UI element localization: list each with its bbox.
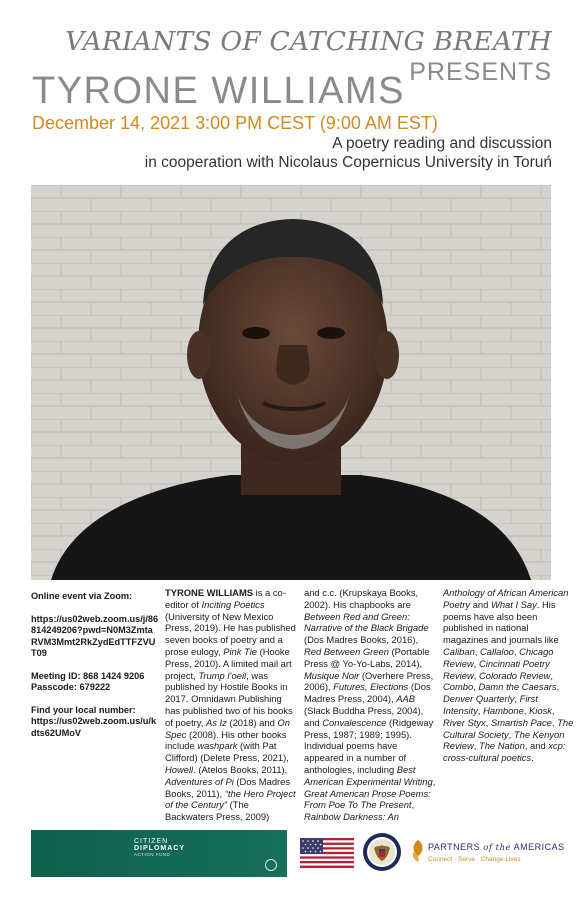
us-flag-icon [300,838,354,868]
citizen-logo-line3: ACTION FUND [134,852,171,857]
presents-label: PRESENTS [409,58,552,86]
bio-column-1: TYRONE WILLIAMS is a co-editor of Inciting Poetics (University of New Mexico Press, 2019). He has published seven books of poetry and a prose eulogy, Pink Tie (Hooke Press, 2010). A limited mail art project, Trump l’oeil, was published by Hostile Books in 2017. Omnidawn Publishing has published two of his books of poetry, As Iz (2018) and On Spec (2008). His other books include washpark (with Pat Clifford) (Delete Press, 2021), Howell. (Atelos Books, 2011), Adventures of Pi (Dos Madres Books, 2011), “the Hero Project of the Century” (The Backwaters Press, 2009) [165,587,296,823]
zoom-passcode: Passcode: 679222 [31,682,111,692]
zoom-info [31,591,159,739]
event-subtitle-line1: A poetry reading and discussion [332,135,552,152]
partners-of-the-americas-logo [410,836,565,868]
partners-leaf-icon [410,840,426,862]
state-department-seal-icon [362,832,402,872]
partners-tagline: Connect · Serve · Change Lives [428,856,521,863]
bio-column-2: and c.c. (Krupskaya Books, 2002). His chapbooks are Between Red and Green: Narrative of the Black Brigade (Dos Madres Books, 2016), Red Between Green (Portable Press @ Yo-Yo-Labs, 2014), Musique Noir (Overhere Press, 2006), Futures, Elections (Dos Madres Press, 2004), AAB (Slack Buddha Press, 2004), and Convalescence (Ridgeway Press, 1987; 1989; 1995). Individual poems have appeared in a number of anthologies, including Best American Experimental Writing, Great American Prose Poems: From Poe To The Present, Rainbow Darkness: An [304,587,436,823]
event-subtitle-line2: in cooperation with Nicolaus Copernicus University in Toruń [144,154,552,171]
zoom-meeting-link[interactable]: https://us02web.zoom.us/j/86814249206?pwd=N0M3ZmtaRVM3Mmt2RkZydEdTTFZVUT09 [31,613,159,658]
partners-title: PARTNERS of the AMERICAS [428,842,565,853]
series-title: VARIANTS OF CATCHING BREATH [65,26,552,57]
local-number-link[interactable]: https://us02web.zoom.us/u/kdts62UMoV [31,716,157,738]
citizen-diplomacy-logo [31,830,287,877]
citizen-logo-line1: CITIZEN [134,838,169,845]
citizen-logo-line2: DIPLOMACY [134,845,185,852]
embassy-seal-icon [265,859,277,871]
zoom-heading: Online event via Zoom: [31,591,133,601]
zoom-meeting-id: Meeting ID: 868 1424 9206 [31,670,145,681]
bio-column-3: Anthology of African American Poetry and What I Say. His poems have also been published in national magazines and journals like Caliban, Callaloo, Chicago Review, Cincinnati Poetry Review, Colorado Review, Combo, Damn the Caesars, Denver Quarterly, First Intensity, Hambone, Kiosk, River Styx, Smartish Pace, The Cultural Society, The Kenyon Review, The Nation, and xcp: cross-cultural poetics. [443,587,574,764]
local-number-label: Find your local number: [31,704,136,715]
speaker-name: TYRONE WILLIAMS [32,70,405,112]
speaker-photo [31,185,551,580]
event-date-time: December 14, 2021 3:00 PM CEST (9:00 AM EST) [32,113,438,133]
